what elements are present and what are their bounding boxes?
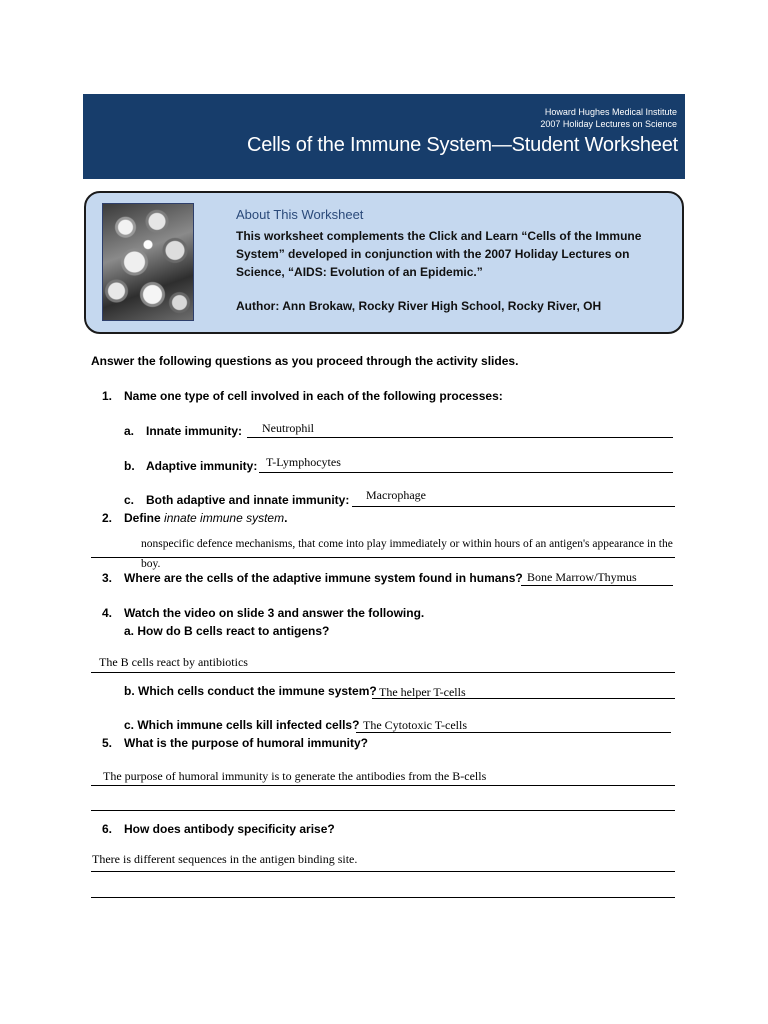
about-heading: About This Worksheet — [236, 207, 364, 222]
answer-line-3[interactable] — [521, 585, 673, 586]
instructions: Answer the following questions as you proceed through the activity slides. — [91, 354, 519, 368]
question-1c-text: Both adaptive and innate immunity: — [146, 493, 350, 507]
question-2-number: 2. — [102, 511, 113, 525]
answer-2-line-1[interactable]: nonspecific defence mechanisms, that come into play immediately or within hours of an antigen's appearance in the — [141, 538, 673, 550]
answer-1c[interactable]: Macrophage — [366, 488, 426, 502]
answer-line-6b[interactable] — [91, 897, 675, 898]
organization-name — [540, 106, 677, 130]
answer-1b[interactable]: T-Lymphocytes — [266, 455, 341, 469]
about-box — [84, 191, 684, 334]
answer-line-1a[interactable] — [247, 437, 673, 438]
about-author: Author: Ann Brokaw, Rocky River High School, Rocky River, OH — [236, 299, 602, 313]
answer-line-5a[interactable] — [91, 785, 675, 786]
immune-cells-micrograph — [102, 203, 194, 321]
header-banner — [83, 94, 685, 179]
question-3-number: 3. — [102, 571, 113, 585]
question-4c-text: c. Which immune cells kill infected cells? — [124, 718, 360, 732]
answer-line-6a[interactable] — [91, 871, 675, 872]
org-line-1: Howard Hughes Medical Institute — [544, 107, 677, 117]
question-1a-text: Innate immunity: — [146, 424, 243, 438]
question-4-number: 4. — [102, 606, 113, 620]
question-1b-text: Adaptive immunity: — [146, 459, 258, 473]
question-4a-text: a. How do B cells react to antigens? — [124, 624, 330, 638]
question-6-text: How does antibody specificity arise? — [124, 822, 335, 836]
question-1b-label: b. — [124, 459, 135, 473]
answer-5[interactable]: The purpose of humoral immunity is to generate the antibodies from the B-cells — [103, 769, 487, 783]
answer-4a[interactable]: The B cells react by antibiotics — [99, 655, 248, 669]
answer-3[interactable]: Bone Marrow/Thymus — [527, 570, 637, 584]
answer-line-1b[interactable] — [259, 472, 673, 473]
answer-4b[interactable]: The helper T-cells — [379, 685, 466, 699]
question-1c-label: c. — [124, 493, 135, 507]
org-line-2: 2007 Holiday Lectures on Science — [540, 119, 677, 129]
answer-2-line-2[interactable]: boy. — [141, 558, 161, 570]
answer-6[interactable]: There is different sequences in the antigen binding site. — [92, 852, 358, 866]
question-1a-label: a. — [124, 424, 135, 438]
question-2-text — [124, 511, 287, 525]
answer-line-5b[interactable] — [91, 810, 675, 811]
question-2-suffix: . — [284, 511, 288, 525]
question-4-text: Watch the video on slide 3 and answer the following. — [124, 606, 425, 620]
question-6-number: 6. — [102, 822, 113, 836]
question-1-text: Name one type of cell involved in each of the following processes: — [124, 389, 503, 403]
page-title: Cells of the Immune System—Student Worksheet — [246, 134, 678, 156]
question-3-text: Where are the cells of the adaptive immune system found in humans? — [124, 571, 523, 585]
question-2-term: innate immune system — [164, 511, 285, 525]
question-5-number: 5. — [102, 736, 113, 750]
answer-line-1c[interactable] — [352, 506, 675, 507]
answer-4c[interactable]: The Cytotoxic T-cells — [363, 718, 467, 732]
answer-1a[interactable]: Neutrophil — [262, 421, 314, 435]
question-4b-text: b. Which cells conduct the immune system? — [124, 684, 377, 698]
answer-line-4a[interactable] — [91, 672, 675, 673]
question-1-number: 1. — [102, 389, 113, 403]
question-5-text: What is the purpose of humoral immunity? — [124, 736, 369, 750]
question-2-prefix: Define — [124, 511, 161, 525]
about-description: This worksheet complements the Click and Learn “Cells of the Immune System” developed in conjunction with the 2007 Holiday Lectures on Science, “AIDS: Evolution of an Epidemic.” — [236, 229, 642, 279]
answer-line-2[interactable] — [91, 557, 675, 558]
